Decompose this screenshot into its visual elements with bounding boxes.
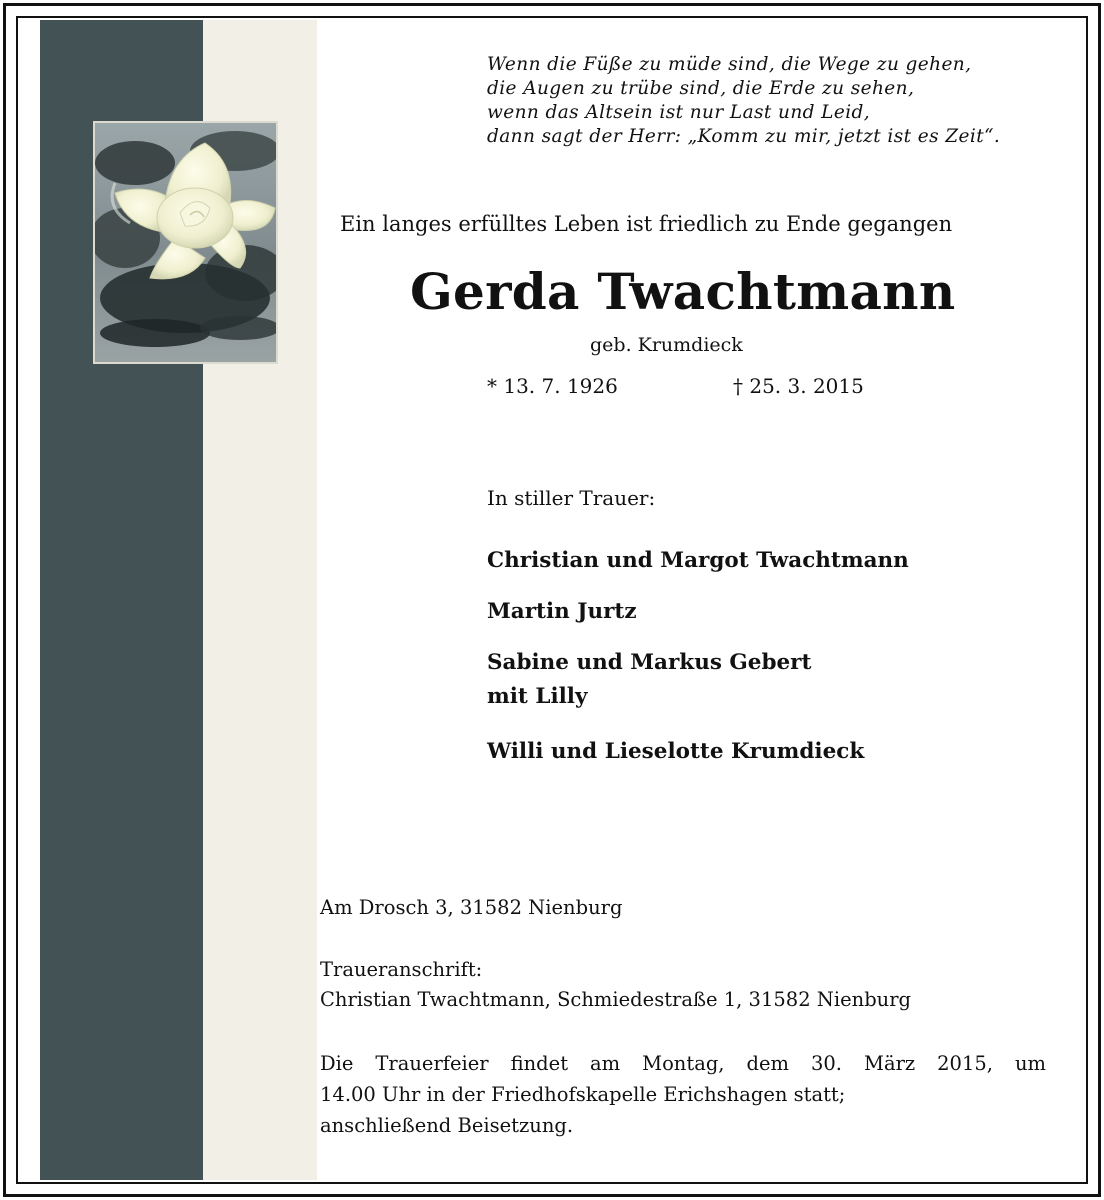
motto-line: wenn das Altsein ist nur Last und Leid, — [487, 102, 871, 123]
motto-line: Wenn die Füße zu müde sind, die Wege zu gehen, — [487, 54, 972, 75]
motto-poem — [487, 53, 1087, 149]
intro-text: Ein langes erfülltes Leben ist friedlich zu Ende gegangen — [340, 212, 953, 236]
mourner-entry: Christian und Margot Twachtmann — [487, 548, 909, 573]
deceased-name: Gerda Twachtmann — [410, 262, 956, 321]
mourner-entry: mit Lilly — [487, 684, 588, 709]
funeral-notice — [320, 1048, 1046, 1141]
birth-date: * 13. 7. 1926 — [487, 374, 618, 398]
funeral-line: anschließend Beisetzung. — [320, 1114, 574, 1137]
mourning-label: In stiller Trauer: — [487, 486, 656, 510]
motto-line: dann sagt der Herr: „Komm zu mir, jetzt ist es Zeit“. — [487, 126, 1001, 147]
funeral-line: 14.00 Uhr in der Friedhofskapelle Erichshagen statt; — [320, 1083, 846, 1106]
mourner-entry: Willi und Lieselotte Krumdieck — [487, 739, 865, 764]
home-address: Am Drosch 3, 31582 Nienburg — [320, 896, 623, 919]
mourner-entry: Martin Jurtz — [487, 599, 637, 624]
correspondence-label: Traueranschrift: — [320, 958, 483, 981]
correspondence-address: Christian Twachtmann, Schmiedestraße 1, 31582 Nienburg — [320, 988, 912, 1011]
motto-line: die Augen zu trübe sind, die Erde zu sehen, — [487, 78, 915, 99]
death-date: † 25. 3. 2015 — [733, 374, 864, 398]
maiden-name: geb. Krumdieck — [590, 334, 743, 356]
funeral-line: Die Trauerfeier findet am Montag, dem 30. März 2015, um — [320, 1052, 1046, 1075]
white-rose-photo-icon — [93, 121, 278, 364]
mourner-entry: Sabine und Markus Gebert — [487, 650, 812, 675]
